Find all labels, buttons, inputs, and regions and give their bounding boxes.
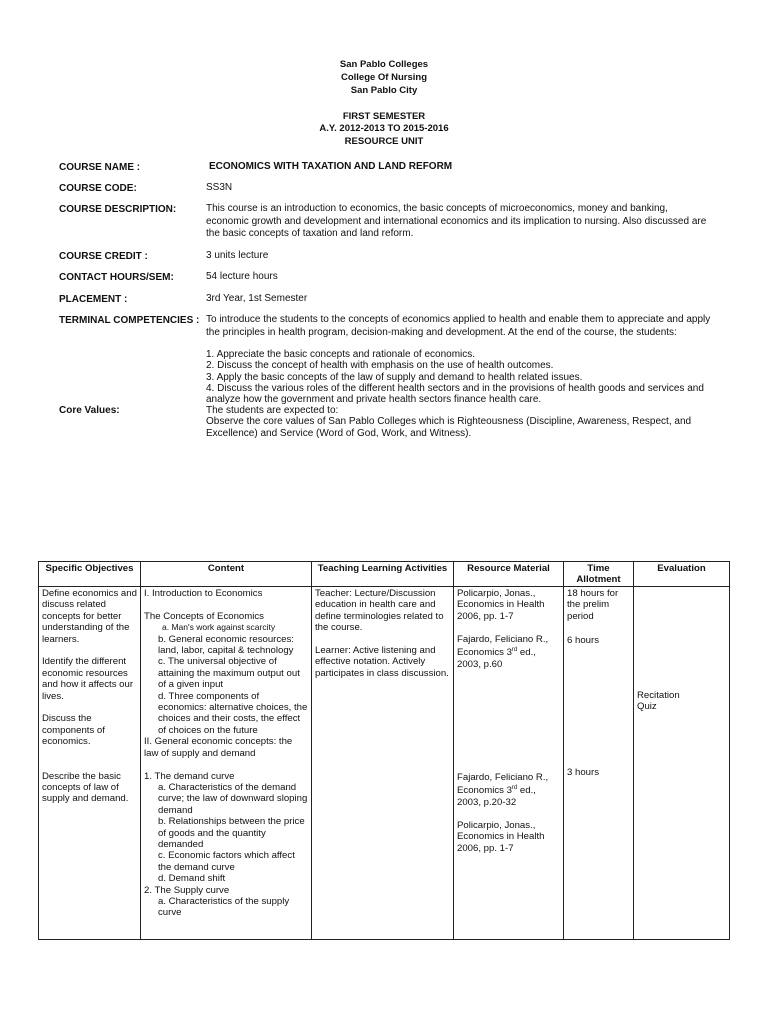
course-code-value: SS3N	[206, 182, 233, 193]
table-header-row	[39, 562, 730, 587]
header-time-allotment: Time Allotment	[564, 562, 634, 587]
activities-text: Teacher: Lecture/Discussion education in health care and define terminologies related to the course. Learner: Active listening and effective notation. Actively participates in class discussion.	[315, 588, 449, 679]
time-entry: 6 hours	[567, 635, 599, 647]
core-values-value: The students are expected to: Observe the core values of San Pablo Colleges which is Righteousness (Discipline, Awareness, Respect, and Excellence) and Service (Word of God, Work, and Witness).	[206, 405, 692, 439]
course-name-label: COURSE NAME :	[59, 162, 141, 173]
objectives-text: Define economics and discuss related concepts for better understanding of the learners. Identify the different economic resources and how it affects our lives. Discuss the components of economics. Describe the basic concepts of law of supply and demand.	[42, 588, 137, 805]
objectives-cell	[39, 587, 141, 940]
course-code-label: COURSE CODE:	[59, 183, 137, 194]
resource-entry: Fajardo, Feliciano R., Economics 3rd ed., 2003, p.60	[457, 633, 549, 670]
content-line: I. Introduction to Economics	[144, 588, 263, 599]
time-cell	[564, 587, 634, 940]
content-line: 2. The Supply curve	[144, 884, 230, 896]
city-name: San Pablo City	[350, 85, 418, 96]
content-line: a. Man's work against scarcity	[162, 622, 276, 633]
header-evaluation: Evaluation	[634, 562, 730, 587]
time-entry: 3 hours	[567, 766, 599, 778]
content-line: a. Characteristics of the demand curve; the law of downward sloping demand	[158, 781, 308, 816]
header-teaching-activities: Teaching Learning Activities	[312, 562, 454, 587]
activities-cell	[312, 587, 454, 940]
terminal-competencies-value: To introduce the students to the concepts of economics applied to health and enable them to appreciate and apply the principles in health program, decision-making and development. At the end of the course, the students:	[206, 314, 711, 338]
content-line: b. Relationships between the price of goods and the quantity demanded	[158, 816, 305, 850]
contact-hours-value: 54 lecture hours	[206, 271, 278, 282]
academic-year: A.Y. 2012-2013 TO 2015-2016	[319, 123, 449, 134]
header-resource-material: Resource Material	[454, 562, 564, 587]
college-name: College Of Nursing	[340, 72, 428, 83]
course-credit-label: COURSE CREDIT :	[59, 251, 148, 262]
objectives-table	[38, 561, 730, 940]
resource-entry: Fajardo, Feliciano R., Economics 3rd ed., 2003, p.20-32	[457, 772, 549, 809]
content-line: The Concepts of Economics	[144, 610, 264, 622]
evaluation-text: Recitation Quiz	[637, 690, 680, 713]
course-description-value: This course is an introduction to economics, the basic concepts of microeconomics, money and banking, economic growth and development and international economics and its implication to nursing. Also discussed are the basic concepts of taxation and land reform.	[206, 203, 707, 239]
contact-hours-label: CONTACT HOURS/SEM:	[59, 272, 174, 283]
content-line: c. The universal objective of attaining the maximum output out of a given input	[158, 656, 300, 691]
resources-cell	[454, 587, 564, 940]
school-name: San Pablo Colleges	[339, 59, 429, 70]
document-title: RESOURCE UNIT	[344, 136, 424, 147]
header-specific-objectives: Specific Objectives	[39, 562, 141, 587]
header-content: Content	[141, 562, 312, 587]
course-description-label: COURSE DESCRIPTION:	[59, 204, 177, 215]
content-line: 1. The demand curve	[144, 770, 235, 782]
content-line: a. Characteristics of the supply curve	[158, 895, 290, 919]
placement-value: 3rd Year, 1st Semester	[206, 293, 308, 304]
resource-entry: Policarpio, Jonas., Economics in Health 2006, pp. 1-7	[457, 819, 545, 854]
resource-entry: Policarpio, Jonas., Economics in Health 2006, pp. 1-7	[457, 588, 545, 622]
placement-label: PLACEMENT :	[59, 294, 128, 305]
content-line: d. Three components of economics: alternative choices, the choices and their costs, the effect of choices on the future	[158, 690, 308, 736]
course-credit-value: 3 units lecture	[206, 250, 269, 261]
table-row	[39, 587, 730, 940]
competencies-list: 1. Appreciate the basic concepts and rationale of economics. 2. Discuss the concept of health with emphasis on the use of health outcomes. 3. Apply the basic concepts of the law of supply and demand to health related issues. 4. Discuss the various roles of the different health sectors and in the provisions of health goods and services and analyze how the government and private health sectors finance health care.	[206, 349, 704, 406]
semester-title: FIRST SEMESTER	[342, 111, 426, 122]
core-values-label: Core Values:	[59, 405, 120, 416]
content-line: c. Economic factors which affect the demand curve	[158, 850, 295, 873]
terminal-competencies-label: TERMINAL COMPETENCIES :	[59, 315, 200, 326]
content-line: b. General economic resources: land, labor, capital & technology	[158, 633, 294, 657]
content-line: II. General economic concepts: the law of supply and demand	[144, 736, 293, 759]
course-name-value: ECONOMICS WITH TAXATION AND LAND REFORM	[209, 161, 453, 172]
content-cell	[141, 587, 312, 940]
time-entry: 18 hours for the prelim period	[567, 588, 619, 622]
evaluation-cell	[634, 587, 730, 940]
content-line: d. Demand shift	[158, 873, 226, 885]
